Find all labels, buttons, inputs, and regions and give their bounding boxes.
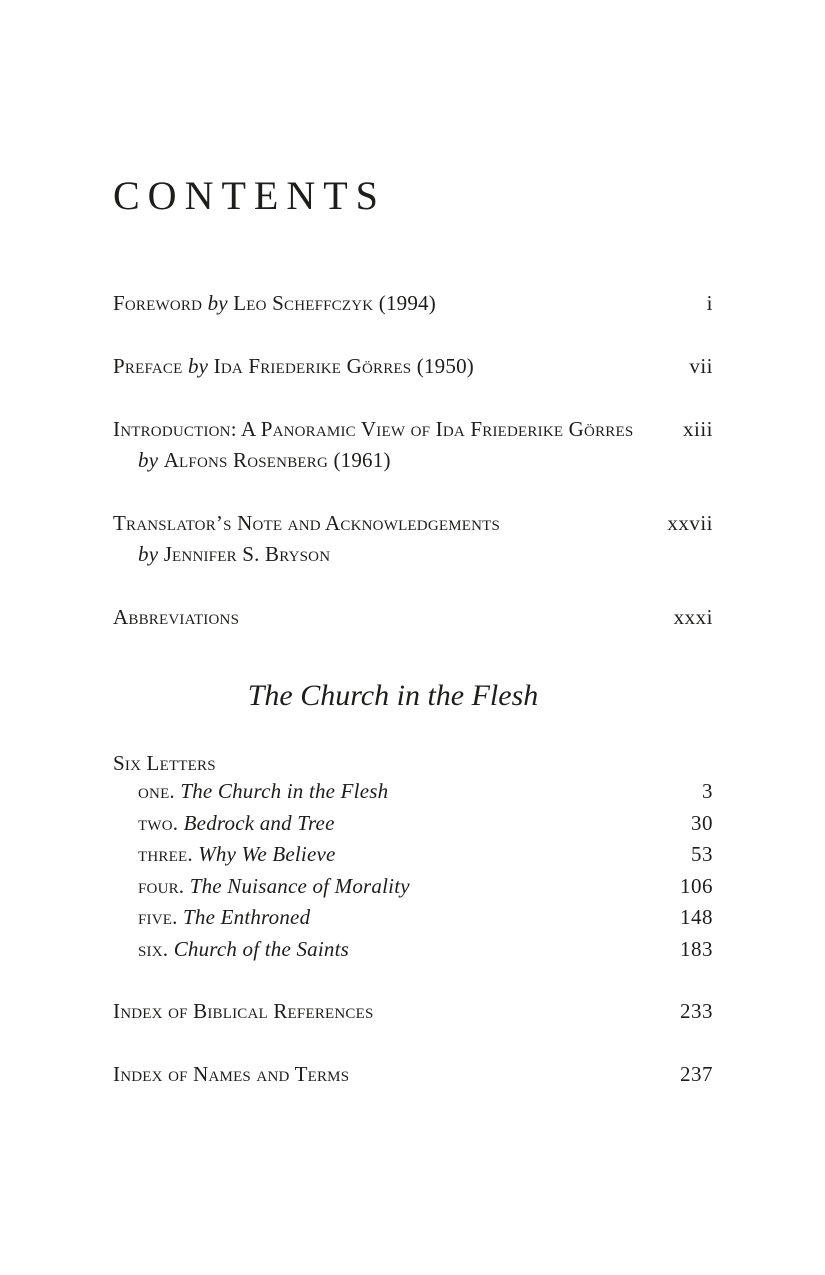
page-title: CONTENTS	[113, 173, 386, 218]
chapter-title-group	[138, 934, 349, 966]
entry-continuation-line	[113, 541, 713, 567]
toc-entry-row	[113, 353, 713, 379]
entry-continuation-line	[113, 447, 713, 473]
chapter-number: three.	[138, 842, 193, 866]
chapter-title: Church of the Saints	[173, 936, 349, 961]
toc-entry-row	[113, 416, 713, 442]
chapter-row	[113, 871, 713, 903]
chapter-title-group	[138, 839, 336, 871]
entry-author: Ida Friederike Görres (1950)	[213, 354, 474, 378]
entry-author: Leo Scheffczyk (1994)	[233, 291, 436, 315]
chapter-row	[113, 934, 713, 966]
toc-entry-row	[113, 998, 713, 1024]
entry-page-number: i	[706, 291, 713, 315]
by-word: by	[138, 542, 159, 566]
entry-label: Abbreviations	[113, 605, 240, 629]
chapter-title-group	[138, 871, 410, 903]
entry-page-number: xxvii	[667, 511, 713, 535]
chapter-number: one.	[138, 779, 175, 803]
entry-page-number: 237	[680, 1062, 713, 1086]
toc-entry-index-names	[113, 1061, 713, 1087]
chapter-number: four.	[138, 873, 185, 898]
chapter-title-group	[138, 808, 335, 840]
chapter-page-number: 183	[680, 936, 713, 961]
chapter-title: Why We Believe	[198, 842, 336, 866]
entry-label: Translator’s Note and Acknowledgements	[113, 511, 501, 535]
by-word: by	[187, 354, 209, 378]
chapter-page-number: 148	[680, 905, 713, 929]
chapter-page-number: 53	[691, 842, 713, 866]
toc-entry-index-biblical	[113, 998, 713, 1024]
entry-label: Foreword	[113, 291, 203, 315]
entry-page-number: xxxi	[673, 605, 713, 629]
toc-entry-row	[113, 1061, 713, 1087]
chapter-list	[113, 776, 713, 965]
toc-entry-foreword	[113, 290, 713, 316]
chapter-page-number: 30	[691, 810, 713, 835]
chapter-title-group	[138, 776, 388, 808]
toc-entry-abbreviations	[113, 604, 713, 630]
by-word: by	[138, 448, 159, 472]
section-heading: The Church in the Flesh	[247, 679, 539, 712]
chapter-title-group	[138, 902, 310, 934]
toc-entry-row	[113, 290, 713, 316]
entry-label: Preface	[113, 354, 183, 378]
letters-group-heading: Six Letters	[113, 751, 216, 775]
entry-title	[113, 290, 436, 316]
chapter-title: The Church in the Flesh	[180, 779, 389, 803]
chapter-title: The Enthroned	[183, 905, 311, 929]
chapter-row	[113, 776, 713, 808]
chapter-page-number: 3	[702, 779, 713, 803]
toc-entry-translators-note	[113, 510, 713, 567]
entry-label: Introduction: A Panoramic View of Ida Friederike Görres	[113, 417, 634, 441]
toc-entry-row	[113, 604, 713, 630]
chapter-page-number: 106	[680, 873, 713, 898]
chapter-row	[113, 902, 713, 934]
chapter-title: Bedrock and Tree	[183, 810, 335, 835]
entry-page-number: xiii	[682, 417, 713, 441]
back-matter	[113, 998, 713, 1087]
entry-author: Jennifer S. Bryson	[163, 542, 331, 566]
toc-entry-row	[113, 510, 713, 536]
entry-page-number: vii	[689, 354, 713, 378]
entry-label: Index of Names and Terms	[113, 1062, 350, 1086]
chapter-number: two.	[138, 810, 179, 835]
entry-page-number: 233	[680, 999, 713, 1023]
chapter-number: five.	[138, 905, 178, 929]
entry-label: Index of Biblical References	[113, 999, 374, 1023]
chapter-number: six.	[138, 936, 169, 961]
entry-title	[113, 353, 474, 379]
chapter-row	[113, 808, 713, 840]
chapter-row	[113, 839, 713, 871]
chapter-title: The Nuisance of Morality	[189, 873, 410, 898]
entry-author: Alfons Rosenberg (1961)	[163, 448, 391, 472]
by-word: by	[207, 291, 228, 315]
toc-entry-preface	[113, 353, 713, 379]
toc-entry-introduction	[113, 416, 713, 473]
